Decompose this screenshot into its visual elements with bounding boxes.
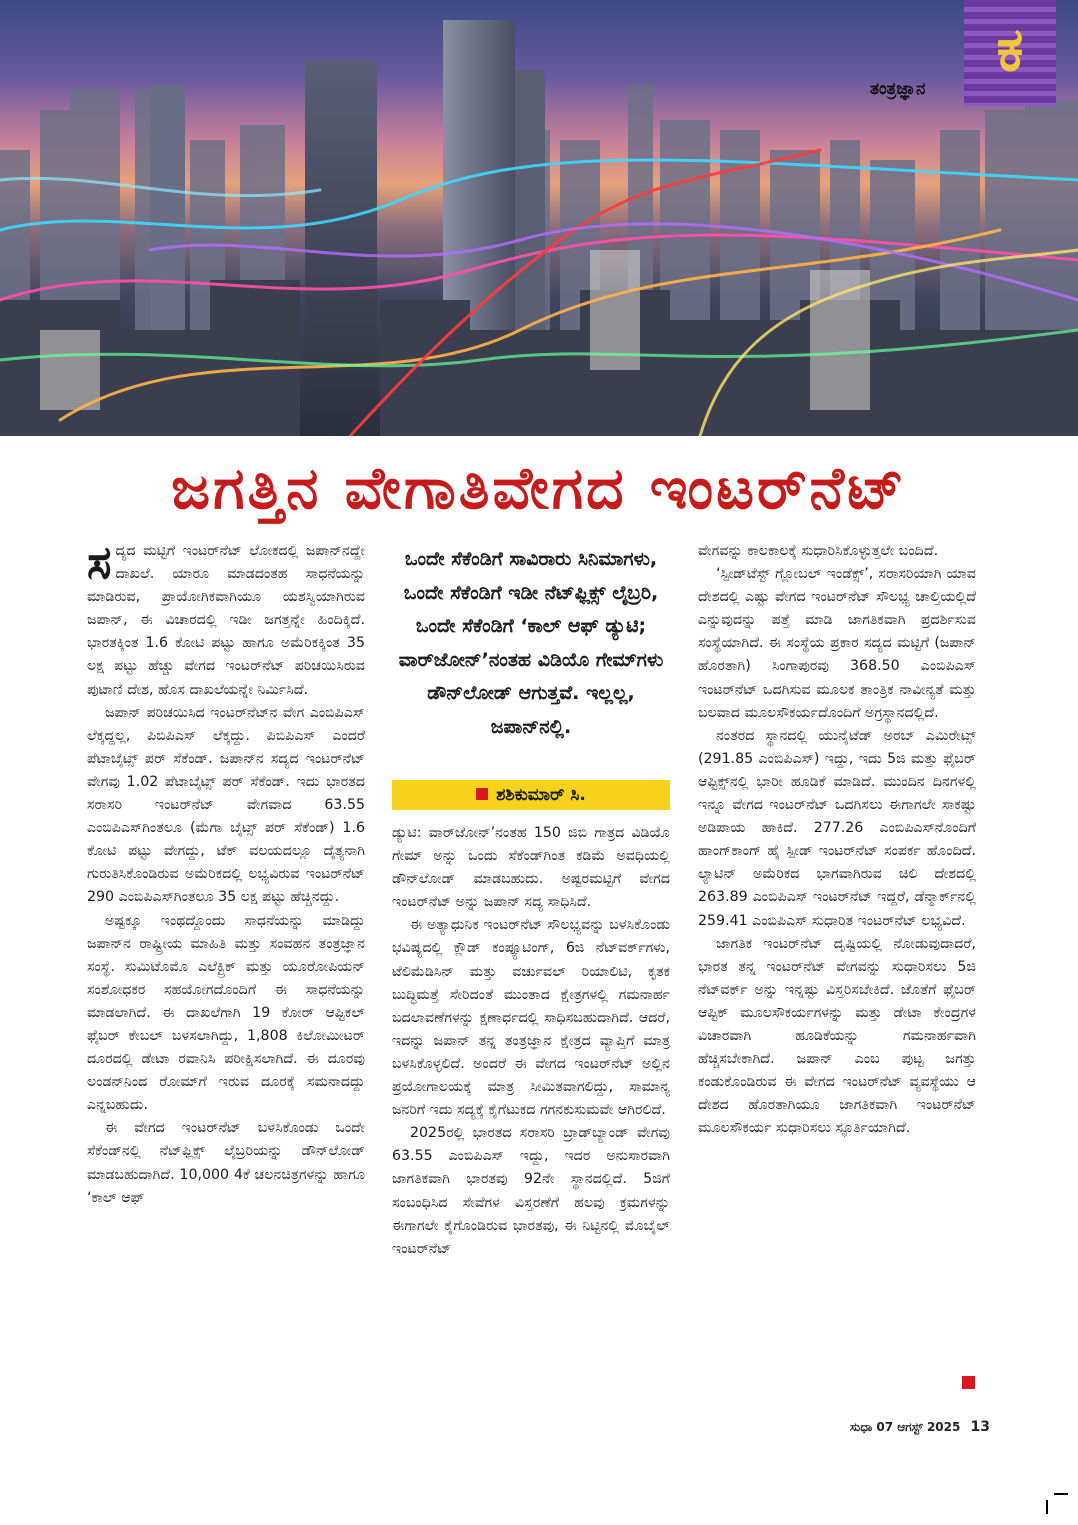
paragraph: ಈ ವೇಗದ ಇಂಟರ್‌ನೆಟ್ ಬಳಸಿಕೊಂಡು ಒಂದೇ ಸೆಕೆಂಡ್‌ನಲ್ಲಿ ನೆಟ್‌ಫ್ಲಿಕ್ಸ್ ಲೈಬ್ರರಿಯನ್ನು ಡೌನ್‌ಲೋಡ್ ಮಾಡಬಹುದಾಗಿದೆ. 10,000 4ಕೆ ಚಲನಚಿತ್ರಗಳನ್ನು ಹಾಗೂ ‘ಕಾಲ್ ಆಫ್ bbox=[87, 1120, 365, 1206]
page-number: 13 bbox=[970, 1419, 991, 1435]
kannada-letter-logo-icon: ಕ bbox=[996, 15, 1024, 85]
paragraph: ಸದ್ಯದ ಮಟ್ಟಿಗೆ ಇಂಟರ್‌ನೆಟ್ ಲೋಕದಲ್ಲಿ ಜಪಾನ್‌ನದ್ದೇ ದಾಖಲೆ. ಯಾರೂ ಮಾಡದಂತಹ ಸಾಧನೆಯನ್ನು ಮಾಡಿರುವ, ಪ್ರಾಯೋಗಿಕವಾಗಿಯೂ ಯಶಸ್ವಿಯಾಗಿರುವ ಜಪಾನ್, ಈ ವಿಚಾರದಲ್ಲಿ ಇಡೀ ಜಗತ್ತನ್ನೇ ಹಿಂದಿಕ್ಕಿದೆ. ಭಾರತಕ್ಕಿಂತ 1.6 ಕೋಟಿ ಪಟ್ಟು ಹಾಗೂ ಅಮೆರಿಕಕ್ಕಿಂತ 35 ಲಕ್ಷ ಪಟ್ಟು ಹೆಚ್ಚು ವೇಗದ ಇಂಟರ್‌ನೆಟ್ ಪರಿಚಯಿಸಿರುವ ಪುಟಾಣಿ ದೇಶ, ಹೊಸ ದಾಖಲೆಯನ್ನೇ ನಿರ್ಮಿಸಿದೆ. bbox=[87, 535, 365, 698]
paragraph: ವೇಗವನ್ನು ಕಾಲಕಾಲಕ್ಕೆ ಸುಧಾರಿಸಿಕೊಳ್ಳುತ್ತಲೇ ಬಂದಿದೆ. bbox=[698, 543, 939, 559]
paragraph: ಈ ಅತ್ಯಾಧುನಿಕ ಇಂಟರ್‌ನೆಟ್ ಸೌಲಭ್ಯವನ್ನು ಬಳಸಿಕೊಂಡು ಭವಿಷ್ಯದಲ್ಲಿ ಕ್ಲೌಡ್ ಕಂಪ್ಯೂಟಿಂಗ್, 6ಜಿ ನೆಟ್‌ವರ್ಕ್‌ಗಳು, ಟೆಲಿಮೆಡಿಸಿನ್ ಮತ್ತು ವರ್ಚುವಲ್ ರಿಯಾಲಿಟಿ, ಕೃತಕ ಬುದ್ಧಿಮತ್ತೆ ಸೇರಿದಂತೆ ಮುಂತಾದ ಕ್ಷೇತ್ರಗಳಲ್ಲಿ ಗಮನಾರ್ಹ ಬದಲಾವಣೆಗಳನ್ನು ಕ್ಷಣಾರ್ಧದಲ್ಲಿ ಸಾಧಿಸಬಹುದಾಗಿದೆ. ಆದರೆ, ಇದನ್ನು ಜಪಾನ್ ತನ್ನ ತಂತ್ರಜ್ಞಾನ ಕ್ಷೇತ್ರದ ವ್ಯಾಪ್ತಿಗೆ ಮಾತ್ರ ಬಳಸಿಕೊಳ್ಳಲಿದೆ. ಅಂದರೆ ಈ ವೇಗದ ಇಂಟರ್‌ನೆಟ್ ಅಲ್ಲಿನ ಪ್ರಯೋಗಾಲಯಕ್ಕೆ ಮಾತ್ರ ಸೀಮಿತವಾಗಲಿದ್ದು, ಸಾಮಾನ್ಯ ಜನರಿಗೆ ಇದು ಸದ್ಯಕ್ಕೆ ಕೈಗೆಟುಕದ ಗಗನಕುಸುಮವೇ ಆಗಿರಲಿದೆ. bbox=[392, 917, 670, 1119]
pull-quote: ಒಂದೇ ಸೆಕೆಂಡಿಗೆ ಸಾವಿರಾರು ಸಿನಿಮಾಗಳು, ಒಂದೇ ಸೆಕೆಂಡಿಗೆ ಇಡೀ ನೆಟ್‌ಫ್ಲಿಕ್ಸ್ ಲೈಬ್ರರಿ, ಒಂದೇ ಸೆಕೆಂಡಿಗೆ ‘ಕಾಲ್ ಆಫ್ ಡ್ಯುಟಿ; ವಾರ್‌ಜೋನ್’ನಂತಹ ವಿಡಿಯೊ ಗೇಮ್‌ಗಳು ಡೌನ್‌ಲೋಡ್ ಆಗುತ್ತವೆ. ಇಲ್ಲಲ್ಲ, ಜಪಾನ್‌ನಲ್ಲಿ. bbox=[398, 548, 664, 738]
page-footer bbox=[850, 1419, 990, 1435]
paragraph: ಡ್ಯುಟಿ: ವಾರ್‌ಜೋನ್’ನಂತಹ 150 ಜಿಬಿ ಗಾತ್ರದ ವಿಡಿಯೊ ಗೇಮ್ ಅನ್ನು ಒಂದು ಸೆಕೆಂಡ್‌ಗಿಂತ ಕಡಿಮೆ ಅವಧಿಯಲ್ಲಿ ಡೌನ್‌ಲೋಡ್ ಮಾಡಬಹುದು. ಅಷ್ಟರಮಟ್ಟಿಗೆ ವೇಗದ ಇಂಟರ್‌ನೆಟ್ ಅನ್ನು ಜಪಾನ್ ಸದ್ಯ ಸಾಧಿಸಿದೆ. bbox=[392, 825, 670, 911]
dropcap: ಸ bbox=[87, 535, 112, 589]
headline: ಜಗತ್ತಿನ ವೇಗಾತಿವೇಗದ ಇಂಟರ್‌ನೆಟ್ bbox=[171, 454, 907, 522]
section-tag: ತಂತ್ರಜ್ಞಾನ bbox=[870, 79, 926, 99]
end-mark-icon bbox=[962, 1376, 975, 1389]
paragraph: ‘ಸ್ಪೀಡ್‌ಟೆಸ್ಟ್ ಗ್ಲೋಬಲ್ ಇಂಡೆಕ್ಸ್’, ಸರಾಸರಿಯಾಗಿ ಯಾವ ದೇಶದಲ್ಲಿ ಎಷ್ಟು ವೇಗದ ಇಂಟರ್‌ನೆಟ್ ಸೌಲಭ್ಯ ಚಾಲ್ತಿಯಲ್ಲಿದೆ ಎನ್ನುವುದನ್ನು ಪತ್ತೆ ಮಾಡಿ ಜಾಗತಿಕವಾಗಿ ಪ್ರದರ್ಶಿಸುವ ಸಂಸ್ಥೆಯಾಗಿದೆ. ಈ ಸಂಸ್ಥೆಯ ಪ್ರಕಾರ ಸದ್ಯದ ಮಟ್ಟಿಗೆ (ಜಪಾನ್ ಹೊರತಾಗಿ) ಸಿಂಗಾಪುರವು 368.50 ಎಂಬಿಪಿಎಸ್ ಇಂಟರ್‌ನೆಟ್ ಒದಗಿಸುವ ಮೂಲಕ ತಾಂತ್ರಿಕ ನಾವೀನ್ಯತೆ ಮತ್ತು ಬಲವಾದ ಮೂಲಸೌಕರ್ಯದೊಂದಿಗೆ ಅಗ್ರಸ್ಥಾನದಲ್ಲಿದೆ. bbox=[698, 566, 976, 721]
byline: ಶಶಿಕುಮಾರ್ ಸಿ. bbox=[392, 780, 670, 810]
article-column-2 bbox=[392, 822, 670, 1261]
hero-image bbox=[0, 0, 1078, 436]
section-logo bbox=[964, 0, 1056, 106]
issue-info: ಸುಧಾ 07 ಆಗಸ್ಟ್ 2025 bbox=[850, 1420, 961, 1434]
city-skyline-illustration bbox=[0, 0, 1078, 436]
paragraph: ನಂತರದ ಸ್ಥಾನದಲ್ಲಿ ಯುನೈಟೆಡ್ ಅರಬ್ ಎಮಿರೇಟ್ಸ್ (291.85 ಎಂಬಿಪಿಎಸ್) ಇದ್ದು, ಇದು 5ಜಿ ಮತ್ತು ಫೈಬರ್ ಆಪ್ಟಿಕ್ಸ್‌ನಲ್ಲಿ ಭಾರೀ ಹೂಡಿಕೆ ಮಾಡಿದೆ. ಮುಂದಿನ ದಿನಗಳಲ್ಲಿ ಇನ್ನೂ ವೇಗದ ಇಂಟರ್‌ನೆಟ್ ಒದಗಿಸಲು ಈಗಾಗಲೇ ಸಾಕಷ್ಟು ಅಡಿಪಾಯ ಹಾಕಿದೆ. 277.26 ಎಂಬಿಪಿಎಸ್‌ನೊಂದಿಗೆ ಹಾಂಗ್‌ಕಾಂಗ್ ಹೈ ಸ್ಪೀಡ್ ಇಂಟರ್‌ನೆಟ್ ಸಂಪರ್ಕ ಹೊಂದಿದೆ. ಲ್ಯಾಟಿನ್ ಅಮೆರಿಕದ ಭಾಗವಾಗಿರುವ ಚಿಲಿ ದೇಶದಲ್ಲಿ 263.89 ಎಂಬಿಪಿಎಸ್ ಇಂಟರ್‌ನೆಟ್ ಇದ್ದರೆ, ಡೆನ್ಮಾರ್ಕ್‌ನಲ್ಲಿ 259.41 ಎಂಬಿಪಿಎಸ್ ಸುಧಾರಿತ ಇಂಟರ್‌ನೆಟ್ ಲಭ್ಯವಿದೆ. bbox=[698, 727, 976, 929]
red-square-icon bbox=[476, 788, 488, 800]
paragraph: 2025ರಲ್ಲಿ ಭಾರತದ ಸರಾಸರಿ ಬ್ರಾಡ್‌ಬ್ಯಾಂಡ್ ವೇಗವು 63.55 ಎಂಬಿಪಿಎಸ್ ಇದ್ದು, ಇದರ ಅನುಸಾರವಾಗಿ ಜಾಗತಿಕವಾಗಿ ಭಾರತವು 92ನೇ ಸ್ಥಾನದಲ್ಲಿದೆ. 5ಜಿಗೆ ಸಂಬಂಧಿಸಿದ ಸೇವೆಗಳ ವಿಸ್ತರಣೆಗೆ ಹಲವು ಕ್ರಮಗಳನ್ನು ಈಗಾಗಲೇ ಕೈಗೊಂಡಿರುವ ಭಾರತವು, ಈ ನಿಟ್ಟಿನಲ್ಲಿ ಮೊಬೈಲ್ ಇಂಟರ್‌ನೆಟ್ bbox=[392, 1125, 670, 1257]
crop-mark bbox=[1046, 1500, 1048, 1514]
paragraph: ಜಾಗತಿಕ ಇಂಟರ್‌ನೆಟ್ ದೃಷ್ಟಿಯಲ್ಲಿ ನೋಡುವುದಾದರೆ, ಭಾರತ ತನ್ನ ಇಂಟರ್‌ನೆಟ್ ವೇಗವನ್ನು ಸುಧಾರಿಸಲು 5ಜಿ ನೆಟ್‌ವರ್ಕ್ ಅನ್ನು ಇನ್ನಷ್ಟು ವಿಸ್ತರಿಸಬೇಕಿದೆ. ಜೊತೆಗೆ ಫೈಬರ್ ಆಪ್ಟಿಕ್ ಮೂಲಸೌಕರ್ಯಗಳನ್ನು ಮತ್ತು ಡೇಟಾ ಕೇಂದ್ರಗಳ ವಿಚಾರವಾಗಿ ಹೂಡಿಕೆಯನ್ನು ಗಮನಾರ್ಹವಾಗಿ ಹೆಚ್ಚಿಸಬೇಕಾಗಿದೆ. ಜಪಾನ್ ಎಂಬ ಪುಟ್ಟ ಜಗತ್ತು ಕಂಡುಕೊಂಡಿರುವ ಈ ವೇಗದ ಇಂಟರ್‌ನೆಟ್ ವ್ಯವಸ್ಥೆಯು ಆ ದೇಶದ ಹೊರತಾಗಿಯೂ ಜಾಗತಿಕವಾಗಿ ಇಂಟರ್‌ನೆಟ್ ಮೂಲಸೌಕರ್ಯ ಸುಧಾರಿಸಲು ಸ್ಫೂರ್ತಿಯಾಗಿದೆ. bbox=[698, 935, 976, 1137]
article-column-3 bbox=[698, 540, 976, 1140]
article-column-1 bbox=[87, 535, 365, 1210]
paragraph: ಅಷ್ಟಕ್ಕೂ ಇಂಥದ್ದೊಂದು ಸಾಧನೆಯನ್ನು ಮಾಡಿದ್ದು ಜಪಾನ್‌ನ ರಾಷ್ಟ್ರೀಯ ಮಾಹಿತಿ ಮತ್ತು ಸಂವಹನ ತಂತ್ರಜ್ಞಾನ ಸಂಸ್ಥೆ. ಸುಮಿಟೊಮೊ ಎಲೆಕ್ಟ್ರಿಕ್ ಮತ್ತು ಯೂರೋಪಿಯನ್ ಸಂಶೋಧಕರ ಸಹಯೋಗದೊಂದಿಗೆ ಈ ಸಾಧನೆಯನ್ನು ಮಾಡಲಾಗಿದೆ. ಈ ದಾಖಲೆಗಾಗಿ 19 ಕೋರ್ ಆಪ್ಟಿಕಲ್ ಫೈಬರ್ ಕೇಬಲ್ ಬಳಸಲಾಗಿದ್ದು, 1,808 ಕಿಲೋಮೀಟರ್ ದೂರದಲ್ಲಿ ಡೇಟಾ ರವಾನಿಸಿ ಪರೀಕ್ಷಿಸಲಾಗಿದೆ. ಈ ದೂರವು ಲಂಡನ್‌ನಿಂದ ರೋಮ್‌ಗೆ ಇರುವ ದೂರಕ್ಕೆ ಸಮನಾದದ್ದು ಎನ್ನಬಹುದು. bbox=[87, 912, 365, 1114]
crop-mark bbox=[1054, 1493, 1068, 1495]
paragraph: ಜಪಾನ್ ಪರಿಚಯಿಸಿದ ಇಂಟರ್‌ನೆಟ್‌ನ ವೇಗ ಎಂಬಿಪಿಎಸ್ ಲೆಕ್ಕದ್ದಲ್ಲ, ಪಿಬಿಪಿಎಸ್ ಲೆಕ್ಕದ್ದು. ಪಿಬಿಪಿಎಸ್ ಎಂದರೆ ಪೆಟಾಬೈಟ್ಸ್ ಪರ್ ಸೆಕೆಂಡ್. ಜಪಾನ್‌ನ ಸದ್ಯದ ಇಂಟರ್‌ನೆಟ್ ವೇಗವು 1.02 ಪೆಟಾಬೈಟ್ಸ್ ಪರ್ ಸೆಕೆಂಡ್. ಇದು ಭಾರತದ ಸರಾಸರಿ ಇಂಟರ್‌ನೆಟ್ ವೇಗವಾದ 63.55 ಎಂಬಿಪಿಎಸ್‌ಗಿಂತಲೂ (ಮೆಗಾ ಬೈಟ್ಸ್ ಪರ್ ಸೆಕೆಂಡ್) 1.6 ಕೋಟಿ ಪಟ್ಟು ವೇಗದ್ದು, ಟೆಕ್ ವಲಯದಲ್ಲೂ ದೈತ್ಯನಾಗಿ ಗುರುತಿಸಿಕೊಂಡಿರುವ ಅಮೆರಿಕದಲ್ಲಿ ಲಭ್ಯವಿರುವ ಇಂಟರ್‌ನೆಟ್ 290 ಎಂಬಿಪಿಎಸ್‌ಗಿಂತಲೂ 35 ಲಕ್ಷ ಪಟ್ಟು ಹೆಚ್ಚಿನದ್ದು. bbox=[87, 704, 365, 906]
